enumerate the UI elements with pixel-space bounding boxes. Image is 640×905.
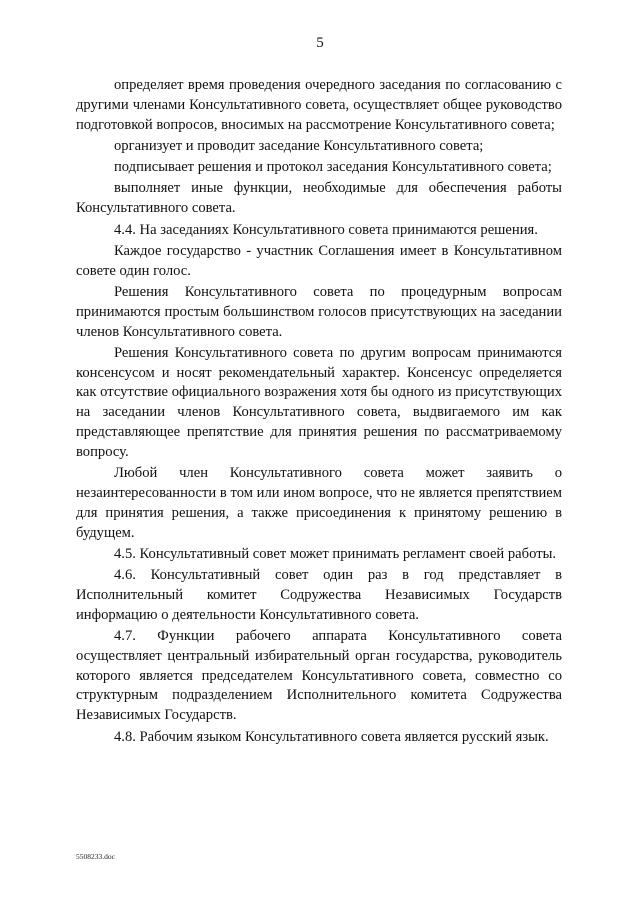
paragraph: 4.7. Функции рабочего аппарата Консультативного совета осуществляет центральный избирательный орган государства, руководитель которого является председателем Консультативного совета, совместно со структурным подразделением Исполнительного комитета Содружества Независимых Государств.	[76, 628, 562, 724]
paragraph: выполняет иные функции, необходимые для обеспечения работы Консультативного совета.	[76, 180, 562, 217]
paragraph: 4.5. Консультативный совет может принимать регламент своей работы.	[114, 545, 557, 562]
paragraph: Каждое государство - участник Соглашения имеет в Консультативном совете один голос.	[76, 242, 562, 279]
page-number: 5	[316, 35, 324, 51]
paragraph: 4.8. Рабочим языком Консультативного совета является русский язык.	[114, 728, 549, 745]
paragraph: Решения Консультативного совета по другим вопросам принимаются консенсусом и носят рекомендательный характер. Консенсус определяется как отсутствие официального возражения хотя бы одного из присутствующих на заседании членов Консультативного совета, выдвигаемого им как представляющее препятствие для принятия решения по рассматриваемому вопросу.	[76, 344, 562, 460]
paragraph: подписывает решения и протокол заседания Консультативного совета;	[114, 159, 552, 176]
paragraph: определяет время проведения очередного заседания по согласованию с другими членами Консультативного совета, осуществляет общее руководство подготовкой вопросов, вносимых на рассмотрение Консультативного совета;	[76, 77, 562, 133]
paragraph: Решения Консультативного совета по процедурным вопросам принимаются простым большинством голосов присутствующих на заседании членов Консультативного совета.	[76, 283, 562, 340]
footer-file-code: 5508233.doc	[76, 852, 115, 861]
paragraph: Любой член Консультативного совета может заявить о незаинтересованности в том или ином вопросе, что не является препятствием для принятия решения, а также присоединения к принятому решению в будущем.	[76, 465, 562, 541]
paragraph: 4.6. Консультативный совет один раз в год представляет в Исполнительный комитет Содружества Независимых Государств информацию о деятельности Консультативного совета.	[76, 567, 562, 623]
paragraph: 4.4. На заседаниях Консультативного совета принимаются решения.	[114, 221, 538, 238]
paragraph: организует и проводит заседание Консультативного совета;	[114, 137, 484, 154]
document-body	[76, 76, 562, 749]
